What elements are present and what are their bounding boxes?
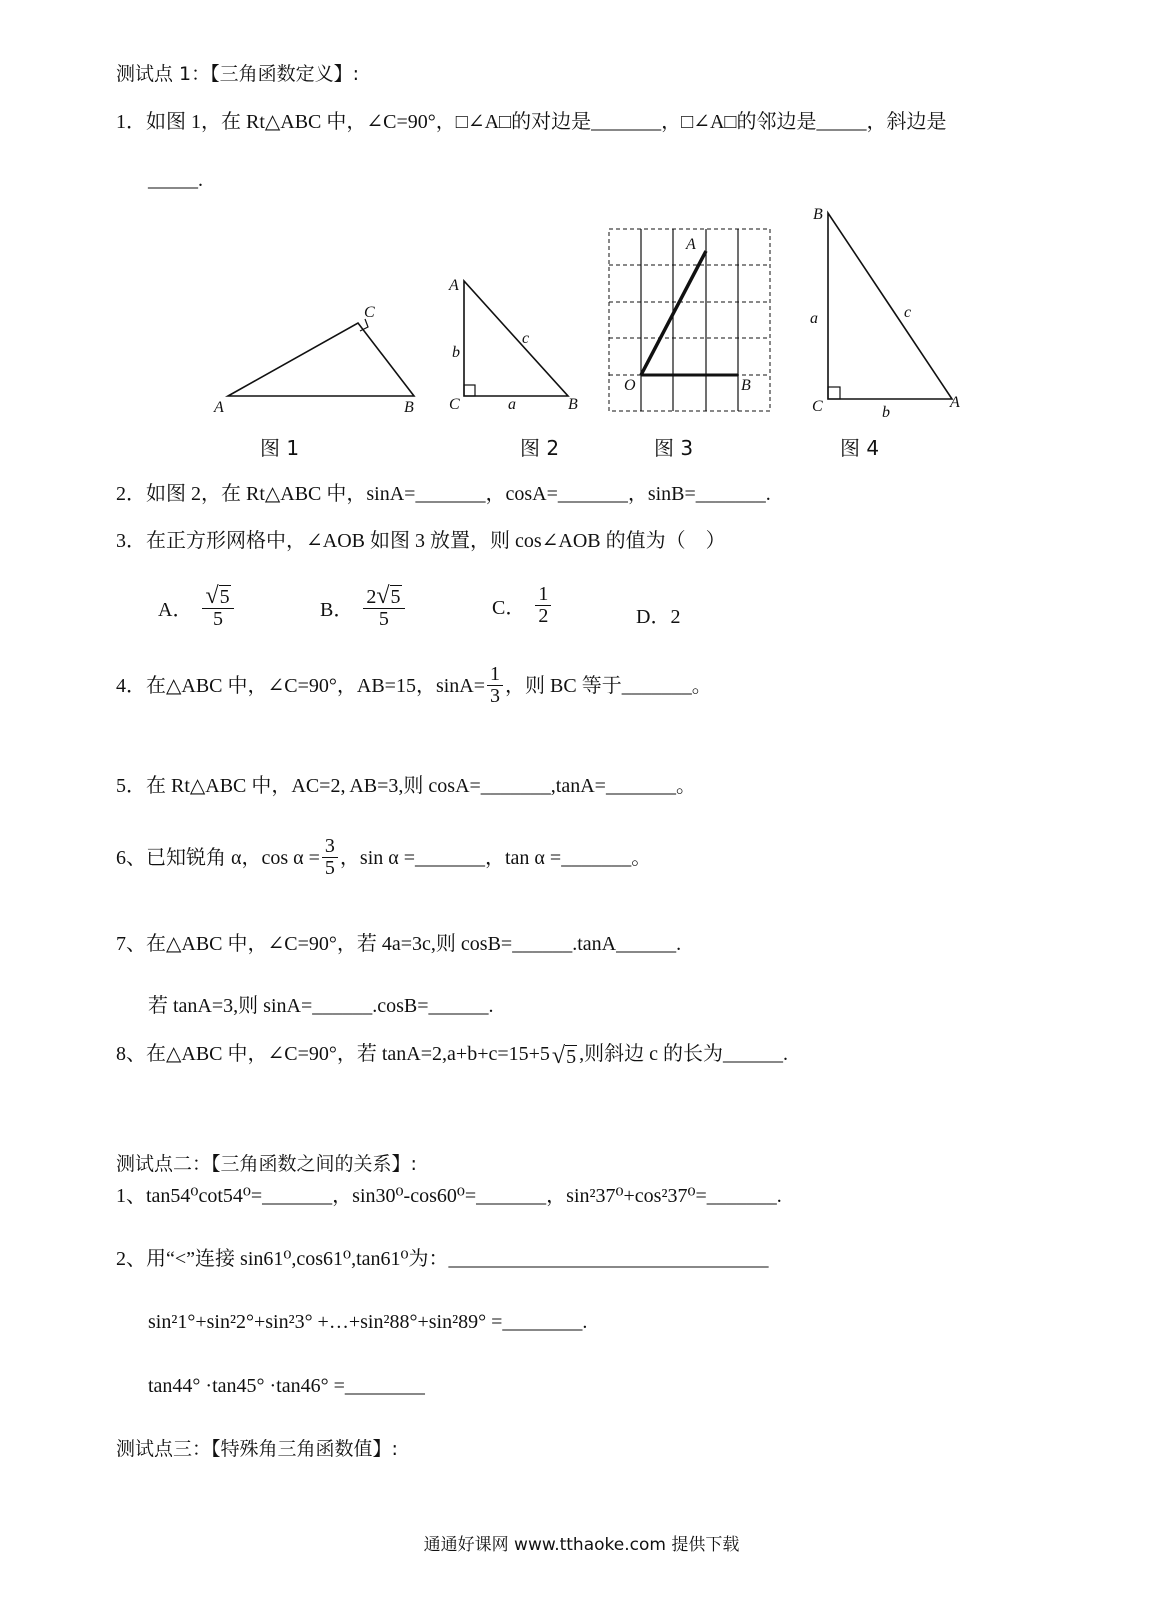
question-6-prefix: 6、已知锐角 α，cos α = [116,846,320,869]
section2-question-4: tan44° ·tan45° ·tan46° =________ [148,1375,425,1397]
option-b-fraction: 2 √ 5 5 [363,584,404,630]
fig4-label-a-side: a [810,310,818,327]
option-d [636,600,680,629]
question-3: 3．在正方形网格中，∠AOB 如图 3 放置，则 cos∠AOB 的值为（ ） [116,530,726,552]
fig1-label-b: B [404,399,414,416]
figure-3-grid [609,229,770,411]
question-4-denominator: 3 [490,685,501,707]
fig2-label-a-side: a [508,396,516,413]
fig1-label-c: C [364,304,375,321]
fig4-label-a: A [950,394,960,411]
question-8-suffix: ,则斜边 c 的长为______. [579,1043,788,1065]
question-7-line2: 若 tanA=3,则 sinA=______.cosB=______. [148,995,494,1017]
fig2-label-c: C [449,396,460,413]
figure-1-caption: 图 1 [260,436,300,460]
question-4-prefix: 4．在△ABC 中，∠C=90°，AB=15，sinA= [116,674,486,697]
fig2-label-b-side: b [452,344,460,361]
question-6-denominator: 5 [324,857,335,879]
section2-question-2: 2、用“<”连接 sin61⁰,cos61⁰,tan61⁰为：________________________________ [116,1248,769,1270]
option-a [158,584,236,630]
fig3-label-a: A [686,236,696,253]
option-c-denominator: 2 [538,605,549,627]
option-a-fraction: √ 5 5 [202,584,233,630]
figure-4-caption: 图 4 [840,436,880,460]
option-a-label: A． [158,598,193,621]
option-b-coefficient: 2 [366,586,377,608]
fig4-label-c: C [812,398,823,415]
question-4-suffix: ，则 BC 等于_______。 [505,674,712,697]
question-4 [116,664,712,707]
figure-3-caption: 图 3 [654,436,694,460]
option-c [492,584,553,627]
option-b-radicand: 5 [390,586,401,608]
question-4-numerator: 1 [487,664,503,686]
fig3-label-b: B [741,377,751,394]
option-d-label: D．2 [636,606,681,628]
option-c-label: C． [492,597,526,619]
footer: 通通好课网 www.tthaoke.com 提供下载 [423,1535,740,1555]
figure-2-triangle [448,277,578,413]
question-5: 5．在 Rt△ABC 中，AC=2, AB=3,则 cosA=_______,tanA=_______。 [116,775,696,797]
question-6-fraction [322,836,338,879]
question-8-radicand: 5 [566,1046,577,1068]
section2-question-1: 1、tan54⁰cot54⁰=_______，sin30⁰-cos60⁰=_______，sin²37⁰+cos²37⁰=_______. [116,1185,782,1207]
question-6-numerator: 3 [322,836,338,858]
figure-1-triangle [213,304,414,416]
figures [0,195,1163,455]
option-b-denominator: 5 [378,608,389,630]
question-2: 2．如图 2，在 Rt△ABC 中，sinA=_______，cosA=_______，sinB=_______. [116,483,771,505]
option-b [320,584,407,630]
fig4-label-c-side: c [904,304,912,321]
fig1-label-a: A [214,399,224,416]
section2-heading: 测试点二：【三角函数之间的关系】: [116,1153,417,1175]
question-8-prefix: 8、在△ABC 中，∠C=90°，若 tanA=2,a+b+c=15+5 [116,1043,550,1065]
figure-2-caption: 图 2 [520,436,560,460]
question-7-line1: 7、在△ABC 中，∠C=90°，若 4a=3c,则 cosB=______.tanA______. [116,933,682,955]
question-1-line2: _____. [148,169,203,191]
section2-question-3: sin²1°+sin²2°+sin²3° +…+sin²88°+sin²89° =________. [148,1311,588,1333]
fig2-label-a: A [449,277,459,294]
section3-heading: 测试点三：【特殊角三角函数值】: [116,1438,398,1460]
option-a-radicand: 5 [219,586,230,608]
option-c-numerator: 1 [535,584,551,606]
question-6 [116,836,651,879]
section1-heading: 测试点 1：【三角函数定义】: [116,63,360,85]
fig2-label-b: B [568,396,578,413]
fig4-label-b: B [813,206,823,223]
figure-4-triangle [810,206,960,421]
option-b-label: B． [320,598,354,621]
question-6-suffix: ，sin α =_______，tan α =_______。 [339,846,652,869]
fig2-label-c-side: c [522,330,530,347]
question-8: 8、在△ABC 中，∠C=90°，若 tanA=2,a+b+c=15+5 √ 5 ,则斜边 c 的长为______. [116,1040,788,1068]
fig3-label-o: O [624,377,636,394]
option-a-denominator: 5 [213,608,224,630]
fig4-label-b-side: b [882,404,890,421]
question-1-line1: 1．如图 1，在 Rt△ABC 中，∠C=90°，□∠A□的对边是_______，□∠A□的邻边是_____，斜边是 [116,111,947,133]
option-c-fraction [535,584,551,627]
question-4-fraction [487,664,503,707]
